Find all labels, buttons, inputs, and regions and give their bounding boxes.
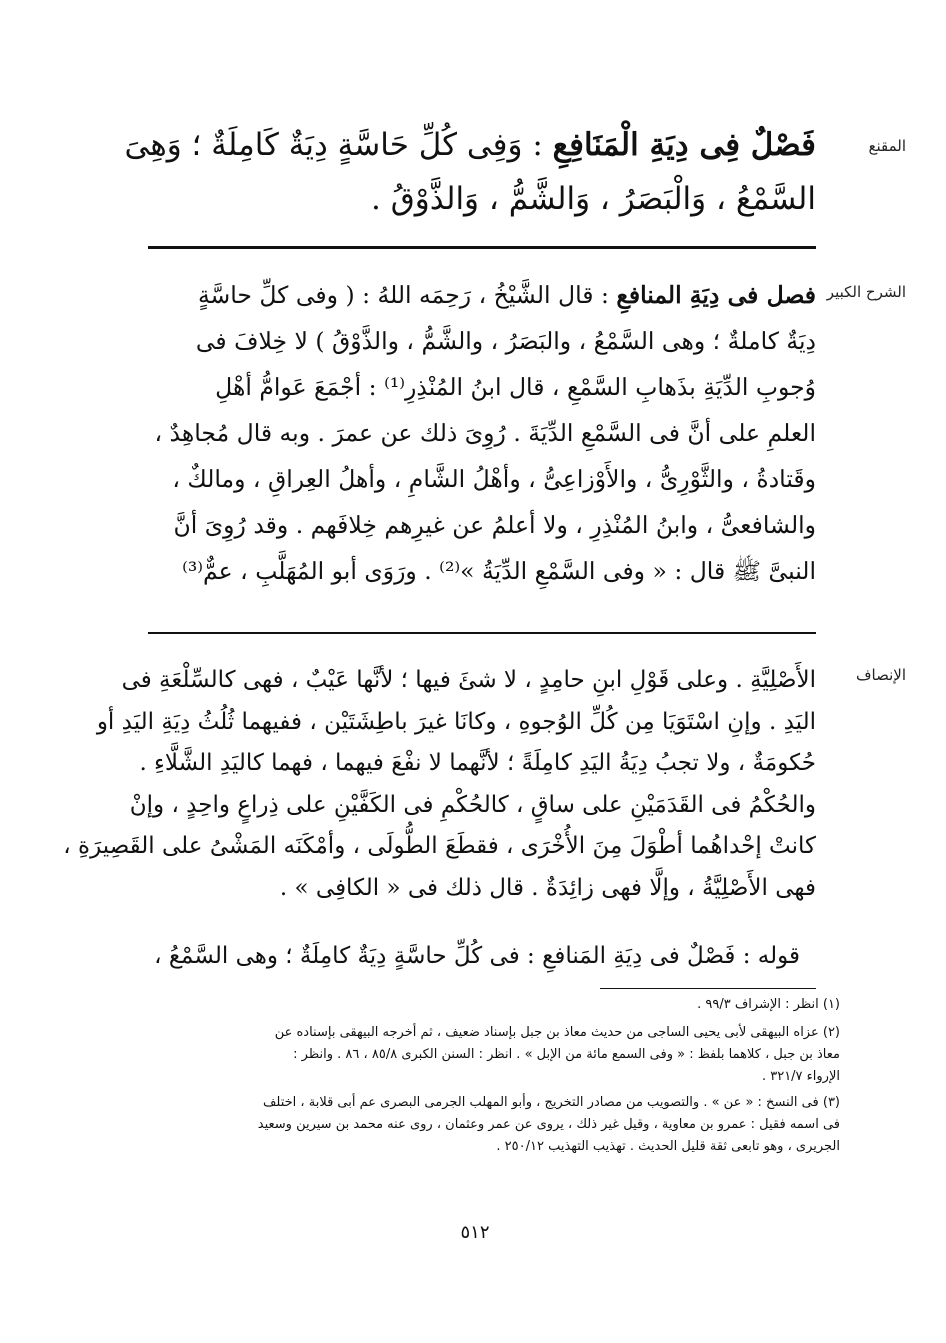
footnotes	[140, 994, 840, 1158]
insaf-line: اليَدِ . وإنِ اسْتَوَيَا مِن كُلِّ الوُجوهِ ، وكانَا غيرَ باطِشَتَيْن ، ففيهما ثُلُثُ دِيَةِ اليَدِ أو	[96, 708, 816, 735]
muqni-line-2: السَّمْعُ ، وَالْبَصَرُ ، وَالشَّمُّ ، وَالذَّوْقُ .	[371, 181, 816, 217]
muqni-text	[124, 118, 816, 226]
insaf-text	[63, 660, 816, 909]
section-divider-thin	[148, 632, 816, 634]
sharh-line: النبىَّ ﷺ قال : « وفى السَّمْعِ الدِّيَةُ »⁽²⁾ . ورَوَى أبو المُهَلَّبِ ، عمٌّ⁽³⁾	[182, 557, 816, 585]
page-number: ٥١٢	[460, 1222, 490, 1243]
footnote-line: (١) انظر : الإشراف ٩٩/٣ .	[697, 997, 840, 1012]
section-label-sharh: الشرح الكبير	[826, 283, 906, 301]
insaf-line: الأَصْلِيَّةِ . وعلى قَوْلِ ابنِ حامِدٍ ، لا شئَ فيها ؛ لأنَّها عَيْبٌ ، فهى كالسِّلْعَةِ فى	[121, 667, 816, 693]
section-label-muqni: المقنع	[868, 137, 906, 155]
sharh-line: وقَتادةُ ، والثَّوْرِىُّ ، والأَوْزاعِىُّ ، وأهْلُ الشَّامِ ، وأهلُ العِراقِ ، ومالكٌ ،	[172, 465, 816, 493]
sharh-line: دِيَةٌ كاملةٌ ؛ وهى السَّمْعُ ، والبَصَرُ ، والشَّمُّ ، والذَّوْقُ ) لا خِلافَ فى	[195, 327, 816, 355]
sharh-text	[140, 272, 816, 594]
footnote-line: (٢) عزاه البيهقى لأبى يحيى الساجى من حديث معاذ بن جبل بإسناد ضعيف ، ثم أخرجه البيهقى بإسناده عن	[274, 1025, 840, 1040]
footnote-separator	[600, 988, 816, 989]
sharh-line-1-rest: : قال الشَّيْخُ ، رَحِمَه اللهُ : ( وفى كلِّ حاسَّةٍ	[197, 281, 617, 309]
sharh-heading: فصل فى دِيَةِ المنافعِ	[616, 281, 816, 309]
footnote-line: (٣) فى النسخ : « عن » . والتصويب من مصادر التخريج ، وأبو المهلب الجرمى البصرى عم أبى قلابة ، اختلف	[262, 1095, 840, 1110]
muqni-line-1-rest: : وَفِى كُلِّ حَاسَّةٍ دِيَةٌ كَامِلَةٌ ؛ وَهِىَ	[124, 127, 553, 163]
footnote-line: الإرواء ٣٢١/٧ .	[761, 1069, 840, 1084]
insaf-line: والحُكْمُ فى القَدَمَيْنِ على ساقٍ ، كالحُكْمِ فى الكَفَّيْنِ على ذِراعٍ واحِدٍ ، وإنْ	[129, 791, 816, 818]
sharh-line-1	[140, 272, 816, 318]
insaf-line: حُكومَةٌ ، ولا تجبُ دِيَةُ اليَدِ كامِلَةً ؛ لأنَّهما لا نفْعَ فيهما ، فهما كاليَدِ الشَّلَّاءِ .	[139, 750, 816, 776]
section-divider-thick	[148, 246, 816, 249]
section-label-insaf: الإنصاف	[855, 666, 906, 684]
insaf-qawluhu	[140, 936, 800, 976]
sharh-line: والشافعىُّ ، وابنُ المُنْذِرِ ، ولا أعلمُ عن غيرِهم خِلافَهم . وقد رُوِىَ أنَّ	[173, 511, 816, 539]
sharh-line: العلمِ على أنَّ فى السَّمْعِ الدِّيَةَ . رُوِىَ ذلك عن عمرَ . وبه قال مُجاهِدٌ ،	[154, 419, 816, 447]
footnote-line: الجريرى ، وهو تابعى ثقة قليل الحديث . تهذيب التهذيب ٢٥٠/١٢ .	[496, 1139, 840, 1154]
footnote-line: فى اسمه فقيل : عمرو بن معاوية ، وقيل غير ذلك ، يروى عن عمر وعثمان ، روى عنه محمد بن سيرين وسعيد	[257, 1117, 840, 1132]
footnote-line: معاذ بن جبل ، كلاهما بلفظ : « وفى السمع مائة من الإبل » . انظر : السنن الكبرى ٨٥/٨ ، ٨٦ . وانظر :	[293, 1047, 840, 1062]
sharh-line: وُجوبِ الدِّيَةِ بذَهابِ السَّمْعِ ، قال ابنُ المُنْذِرِ⁽¹⁾ : أجْمَعَ عَوامُّ أهْلِ	[215, 373, 816, 401]
qawluhu-line: قوله : فَصْلٌ فى دِيَةِ المَنافعِ : فى كُلِّ حاسَّةٍ دِيَةٌ كامِلَةٌ ؛ وهى السَّمْعُ ،	[154, 943, 800, 969]
insaf-line: فهى الأَصْلِيَّةُ ، وإلَّا فهى زائِدَةٌ . قال ذلك فى « الكافِى » .	[279, 874, 816, 901]
insaf-line: كانتْ إحْداهُما أطْوَلَ مِنَ الأُخْرَى ، فقطَعَ الطُّولَى ، وأمْكَنَه المَشْىُ على القَصِيرَةِ ،	[63, 833, 816, 859]
muqni-line-1	[124, 118, 816, 172]
muqni-heading: فَصْلٌ فِى دِيَةِ الْمَنَافِعِ	[552, 127, 816, 163]
